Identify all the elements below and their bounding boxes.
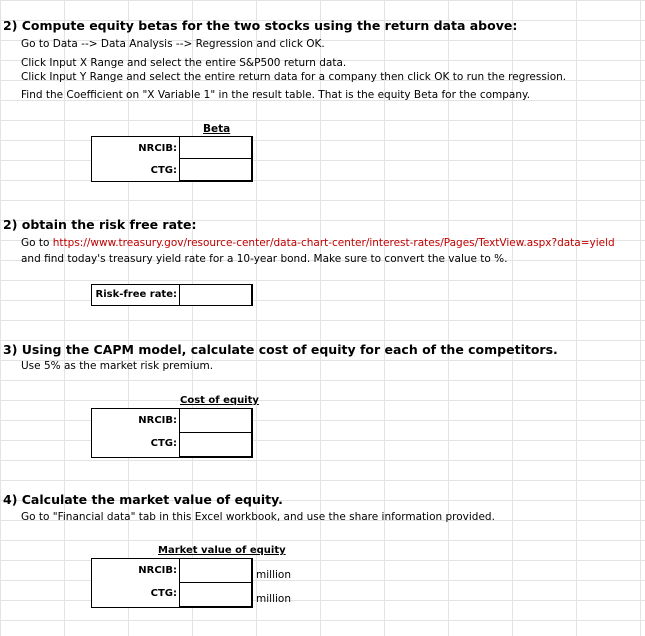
beta-nrcib-cell[interactable]	[179, 136, 252, 159]
section3-heading: 3) Using the CAPM model, calculate cost of equity for each of the competitors.	[3, 342, 558, 357]
section2-heading: 2) obtain the risk free rate:	[3, 217, 197, 232]
beta-ctg-cell[interactable]	[179, 158, 252, 181]
section1-line-2: Click Input X Range and select the entire S&P500 return data.	[21, 57, 347, 69]
mv-row-label-ctg: CTG:	[150, 588, 177, 599]
section3-line: Use 5% as the market risk premium.	[21, 360, 214, 372]
cost-ctg-cell[interactable]	[179, 432, 252, 457]
cost-row-label-nrcib: NRCIB:	[138, 415, 177, 426]
beta-column-header: Beta	[203, 123, 231, 135]
section2-line-1	[21, 237, 615, 249]
section2-line-2: and find today's treasury yield rate for a 10-year bond. Make sure to convert the value to %.	[21, 253, 508, 265]
section1-heading: 2) Compute equity betas for the two stocks using the return data above:	[3, 18, 518, 33]
treasury-link[interactable]: https://www.treasury.gov/resource-center/data-chart-center/interest-rates/Pages/TextView.aspx?data=yield	[52, 237, 615, 249]
mv-row-label-nrcib: NRCIB:	[138, 565, 177, 576]
section2-line-1-prefix: Go to	[21, 237, 53, 249]
risk-free-label: Risk-free rate:	[95, 289, 177, 300]
section4-heading: 4) Calculate the market value of equity.	[3, 492, 283, 507]
section1-line-1: Go to Data --> Data Analysis --> Regression and click OK.	[21, 38, 325, 50]
mv-ctg-unit: million	[256, 593, 291, 605]
beta-row-label-ctg: CTG:	[150, 165, 177, 176]
mv-nrcib-cell[interactable]	[179, 558, 252, 583]
mv-nrcib-unit: million	[256, 569, 291, 581]
section1-line-3: Click Input Y Range and select the entire return data for a company then click OK to run the regression.	[21, 71, 567, 83]
beta-row-label-nrcib: NRCIB:	[138, 143, 177, 154]
cost-nrcib-cell[interactable]	[179, 408, 252, 433]
mv-ctg-cell[interactable]	[179, 582, 252, 607]
market-value-column-header: Market value of equity	[158, 545, 286, 556]
section1-line-4: Find the Coefficient on "X Variable 1" in the result table. That is the equity Beta for the company.	[21, 89, 531, 101]
risk-free-cell[interactable]	[179, 284, 252, 306]
section4-line: Go to "Financial data" tab in this Excel workbook, and use the share information provided.	[21, 511, 495, 523]
cost-row-label-ctg: CTG:	[150, 438, 177, 449]
cost-of-equity-column-header: Cost of equity	[180, 395, 259, 406]
